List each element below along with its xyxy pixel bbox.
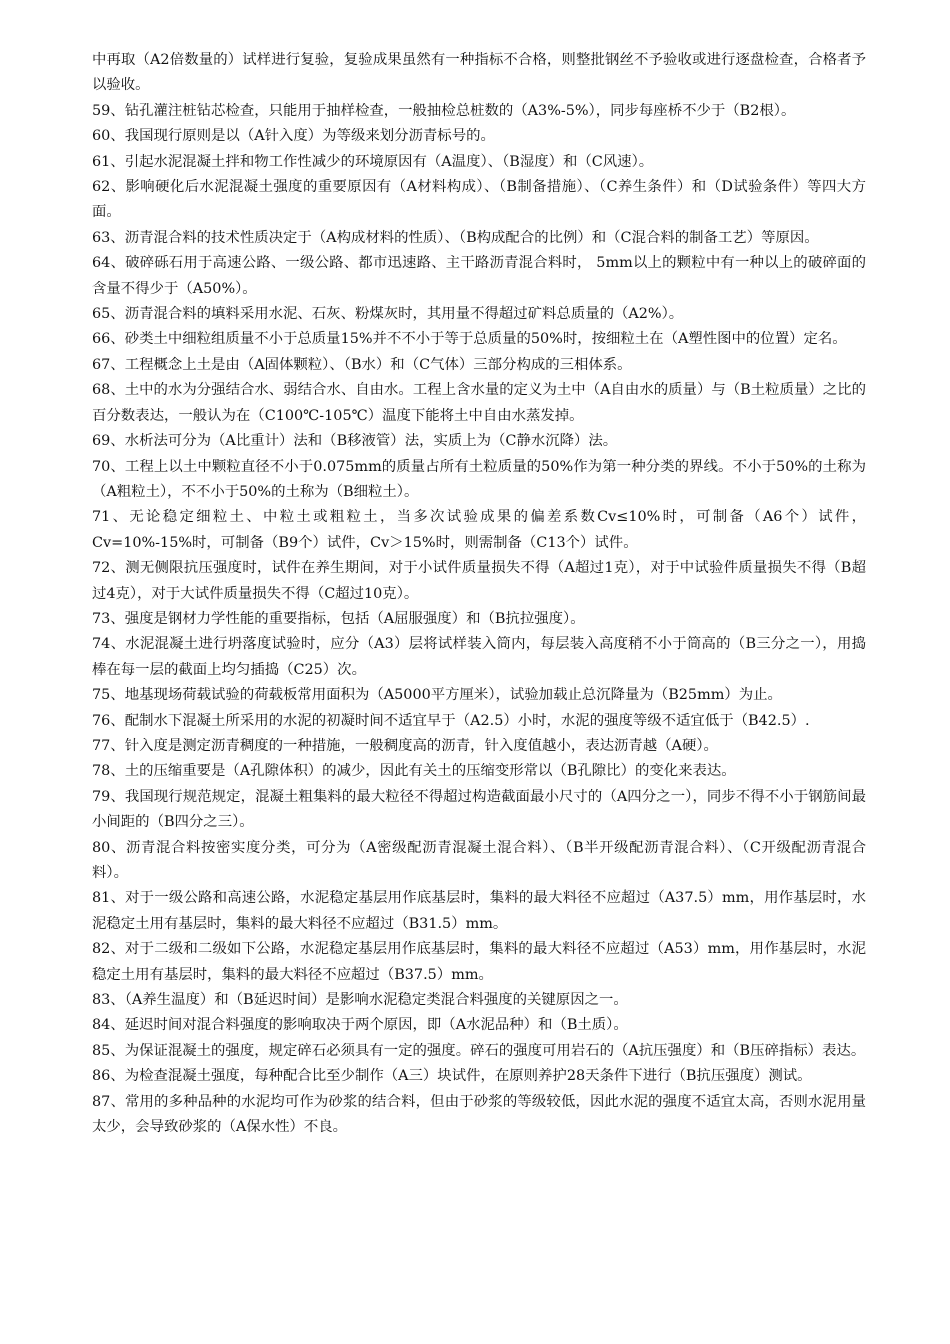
paragraph-59: 59、钻孔灌注桩钻芯检查，只能用于抽样检查，一般抽检总桩数的（A3%-5%），同步每座桥不少于（B2根）。: [92, 102, 796, 119]
paragraph-63: 63、沥青混合料的技术性质决定于（A构成材料的性质）、（B构成配合的比例）和（C混合料的制备工艺）等原因。: [92, 229, 819, 246]
paragraph-76: 76、配制水下混凝土所采用的水泥的初凝时间不适宜早于（A2.5）小时，水泥的强度等级不适宜低于（B42.5）.: [92, 712, 810, 729]
paragraph-66: 66、砂类土中细粒组质量不小于总质量15%并不不小于等于总质量的50%时，按细粒土在（A塑性图中的位置）定名。: [92, 331, 847, 348]
paragraph-61: 61、引起水泥混凝土拌和物工作性减少的环境原因有（A温度）、（B湿度）和（C风速）。: [92, 153, 654, 170]
paragraph-79: 79、我国现行规范规定，混凝土粗集料的最大粒径不得超过构造截面最小尺寸的（A四分之一），同步不得不小于钢筋间最小间距的（B四分之三）。: [92, 788, 866, 831]
paragraph-67: 67、工程概念上土是由（A固体颗粒）、（B水）和（C气体）三部分构成的三相体系。: [92, 356, 632, 373]
paragraph-74: 74、水泥混凝土进行坍落度试验时，应分（A3）层将试样装入筒内，每层装入高度稍不小于筒高的（B三分之一），用捣棒在每一层的截面上均匀插捣（C25）次。: [92, 636, 866, 678]
paragraph-81: 81、对于一级公路和高速公路，水泥稳定基层用作底基层时，集料的最大料径不应超过（A37.5）mm，用作基层时，水泥稳定土用有基层时，集料的最大料径不应超过（B31.5）mm。: [92, 890, 866, 932]
paragraph-83: 83、（A养生温度）和（B延迟时间）是影响水泥稳定类混合料强度的关键原因之一。: [92, 992, 628, 1009]
paragraph-64: 64、破碎砾石用于高速公路、一级公路、都市迅速路、主干路沥青混合料时， 5mm以上的颗粒中有一种以上的破碎面的含量不得少于（A50%）。: [92, 255, 866, 297]
paragraph-87: 87、常用的多种品种的水泥均可作为砂浆的结合料，但由于砂浆的等级较低，因此水泥的强度不适宜太高，否则水泥用量太少，会导致砂浆的（A保水性）不良。: [92, 1093, 866, 1136]
paragraph-80: 80、沥青混合料按密实度分类，可分为（A密级配沥青混凝土混合料）、（B半开级配沥青混合料）、（C开级配沥青混合料）。: [92, 839, 866, 881]
paragraph-70: 70、工程上以土中颗粒直径不小于0.075mm的质量占所有土粒质量的50%作为第一种分类的界线。不小于50%的土称为（A粗粒土），不不小于50%的土称为（B细粒土）。: [92, 458, 866, 500]
paragraph-60: 60、我国现行原则是以（A针入度）为等级来划分沥青标号的。: [92, 128, 495, 145]
paragraph-82: 82、对于二级和二级如下公路，水泥稳定基层用作底基层时，集料的最大料径不应超过（A53）mm，用作基层时，水泥稳定土用有基层时，集料的最大料径不应超过（B37.5）mm。: [92, 941, 866, 983]
paragraph-78: 78、土的压缩重要是（A孔隙体积）的减少，因此有关土的压缩变形常以（B孔隙比）的变化来表达。: [92, 763, 736, 780]
paragraph-72: 72、测无侧限抗压强度时，试件在养生期间，对于小试件质量损失不得（A超过1克），对于中试验件质量损失不得（B超过4克），对于大试件质量损失不得（C超过10克）。: [92, 560, 866, 602]
paragraph-58-continued: 中再取（A2倍数量的）试样进行复验，复验成果虽然有一种指标不合格，则整批钢丝不予验收或进行逐盘检查，合格者予以验收。: [92, 52, 866, 94]
paragraph-62: 62、影响硬化后水泥混凝土强度的重要原因有（A材料构成）、（B制备措施）、（C养生条件）和（D试验条件）等四大方面。: [92, 179, 866, 221]
paragraph-75: 75、地基现场荷载试验的荷载板常用面积为（A5000平方厘米），试验加载止总沉降量为（B25mm）为止。: [92, 687, 782, 704]
paragraph-65: 65、沥青混合料的填料采用水泥、石灰、粉煤灰时，其用量不得超过矿料总质量的（A2%）。: [92, 306, 684, 323]
paragraph-77: 77、针入度是测定沥青稠度的一种措施，一般稠度高的沥青，针入度值越小，表达沥青越（A硬）。: [92, 737, 718, 754]
paragraph-71: 71、无论稳定细粒土、中粒土或粗粒土，当多次试验成果的偏差系数Cv≤10%时，可制备（A6个）试件，Cv=10%-15%时，可制备（B9个）试件，Cv＞15%时，则需制备（C13个）试件。: [92, 509, 866, 551]
paragraph-73: 73、强度是钢材力学性能的重要指标，包括（A屈服强度）和（B抗拉强度）。: [92, 610, 585, 627]
paragraph-86: 86、为检查混凝土强度，每种配合比至少制作（A三）块试件，在原则养护28天条件下进行（B抗压强度）测试。: [92, 1068, 812, 1085]
paragraph-85: 85、为保证混凝土的强度，规定碎石必须具有一定的强度。碎石的强度可用岩石的（A抗压强度）和（B压碎指标）表达。: [92, 1042, 866, 1059]
paragraph-68: 68、土中的水为分强结合水、弱结合水、自由水。工程上含水量的定义为土中（A自由水的质量）与（B土粒质量）之比的百分数表达，一般认为在（C100℃-105℃）温度下能将土中自由水蒸发掉。: [92, 382, 866, 424]
paragraph-69: 69、水析法可分为（A比重计）法和（B移液管）法，实质上为（C静水沉降）法。: [92, 433, 618, 450]
paragraph-84: 84、延迟时间对混合料强度的影响取决于两个原因，即（A水泥品种）和（B土质）。: [92, 1017, 628, 1034]
